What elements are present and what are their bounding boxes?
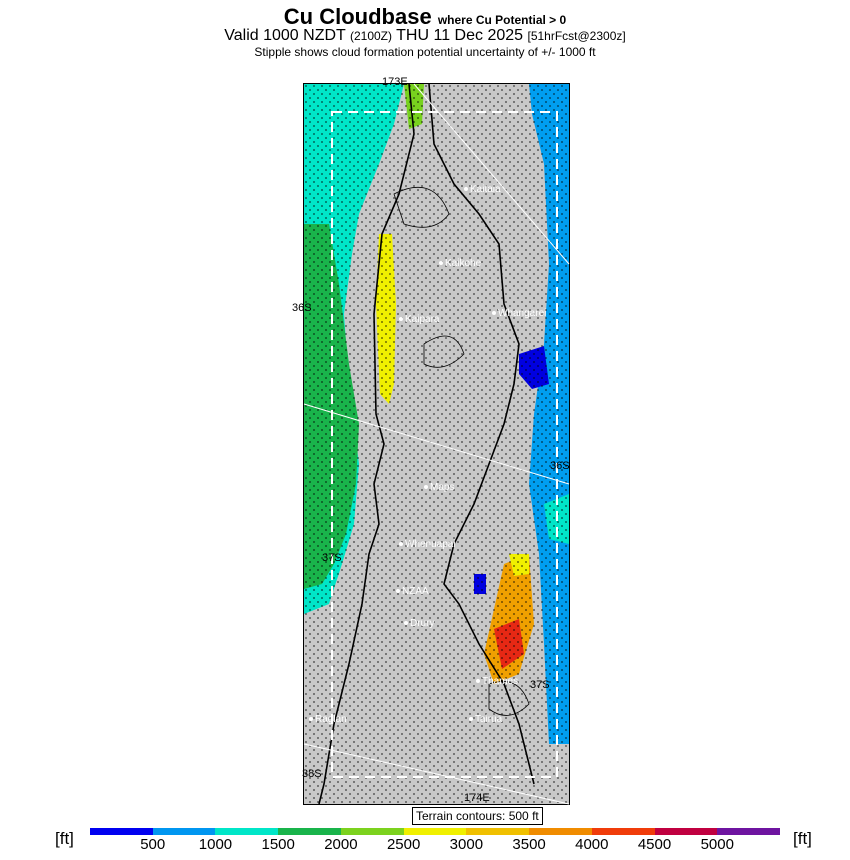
color-scale-ticks: [90, 836, 780, 856]
color-scale-tick-label: 1000: [198, 836, 233, 853]
color-scale-segment: [655, 828, 718, 835]
lat-label: 38S: [302, 768, 322, 780]
lon-label: 174E: [464, 792, 490, 804]
forecast-hour: [51hrFcst@2300z]: [527, 29, 626, 43]
town-label: Whangarei: [492, 308, 546, 319]
valid-time: [0, 27, 850, 45]
valid-date: THU 11 Dec 2025: [396, 27, 524, 44]
color-scale-segment: [592, 828, 655, 835]
color-scale-tick-label: 4500: [637, 836, 672, 853]
color-scale-segment: [90, 828, 153, 835]
lat-label: 36S: [292, 302, 312, 314]
color-scale-segment: [466, 828, 529, 835]
town-label: Drury: [404, 618, 434, 629]
color-scale-segment: [717, 828, 780, 835]
town-label: Kaikohe: [439, 258, 481, 269]
town-label: Kaipara: [399, 314, 439, 325]
color-scale-segment: [529, 828, 592, 835]
town-label: Whenuapai: [399, 539, 456, 550]
lon-label: 173E: [382, 76, 408, 88]
color-scale-segment: [404, 828, 467, 835]
color-scale-tick-label: 1500: [261, 836, 295, 853]
color-scale-tick-label: 3000: [449, 836, 484, 853]
town-label: NZAA: [396, 586, 429, 597]
stipple-note: Stipple shows cloud formation potential uncertainty of +/- 1000 ft: [254, 45, 596, 59]
lat-label: 36S: [550, 460, 570, 472]
map-canvas: [304, 84, 569, 804]
color-scale-tick-label: 3500: [512, 836, 546, 853]
town-label: Raglan: [309, 714, 347, 725]
map-panel: [292, 76, 570, 805]
color-scale-tick-label: 5000: [700, 836, 734, 853]
color-scale-tick-label: 2000: [324, 836, 358, 853]
town-label: Maps: [424, 482, 454, 493]
color-scale-segment: [215, 828, 278, 835]
town-label: Thames: [476, 676, 518, 687]
town-label: Tairua: [469, 714, 502, 725]
color-scale-tick-label: 4000: [575, 836, 609, 853]
valid-utc: (2100Z): [349, 29, 392, 43]
town-label: Kaitaia: [464, 184, 501, 195]
title-subtitle: where Cu Potential > 0: [437, 13, 567, 27]
terrain-contour-note: Terrain contours: 500 ft: [412, 807, 543, 825]
lat-label: 37S: [530, 679, 550, 691]
color-scale-segment: [341, 828, 404, 835]
legend-unit-right: [ft]: [793, 829, 812, 848]
color-scale-tick-label: 2500: [386, 836, 421, 853]
color-scale-bar: [90, 828, 780, 835]
legend-unit-left: [ft]: [55, 829, 74, 848]
color-scale-segment: [278, 828, 341, 835]
lat-label: 37S: [322, 552, 342, 564]
color-scale-tick-label: 500: [140, 836, 166, 853]
valid-local: Valid 1000 NZDT: [224, 27, 346, 44]
title-main: Cu Cloudbase: [283, 4, 432, 29]
color-scale-segment: [153, 828, 216, 835]
